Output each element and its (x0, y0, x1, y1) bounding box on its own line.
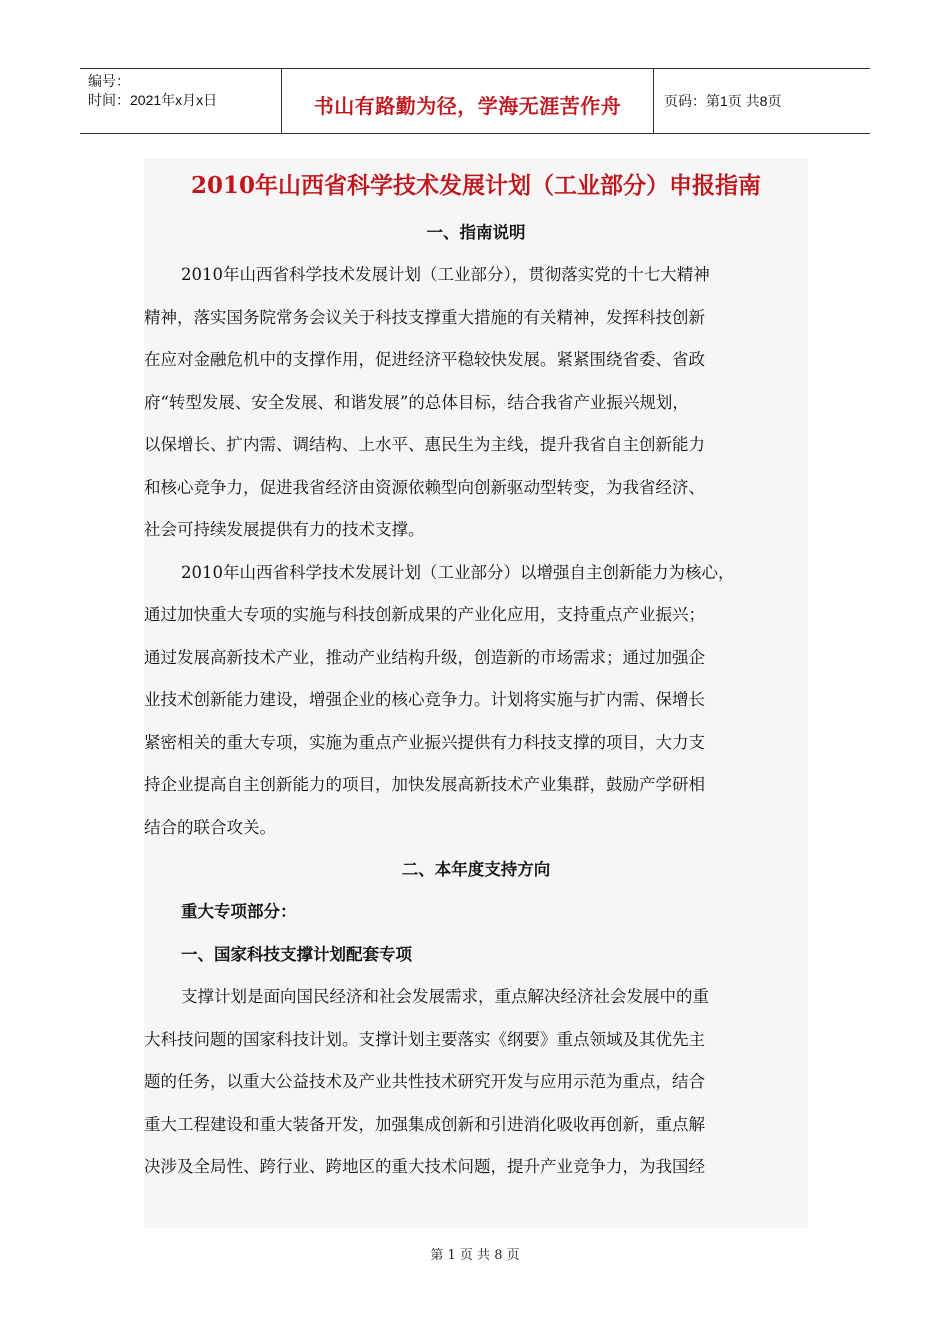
document-number-label: 编号： (88, 73, 130, 89)
paragraph-line: 决涉及全局性、跨行业、跨地区的重大技术问题，提升产业竞争力，为我国经 (144, 1157, 705, 1176)
paragraph-line: 重大工程建设和重大装备开发，加强集成创新和引进消化吸收再创新，重点解 (144, 1114, 705, 1134)
document-date-label: 时间：2021年x月x日 (88, 92, 218, 108)
section-heading-support: 二、本年度支持方向 (401, 860, 551, 879)
paragraph-line: 社会可持续发展提供有力的技术支撑。 (144, 520, 425, 539)
paragraph-line: 通过加快重大专项的实施与科技创新成果的产业化应用，支持重点产业振兴； (144, 605, 705, 624)
paragraph-core (144, 552, 808, 850)
paragraph-line: 精神，落实国务院常务会议关于科技支撑重大措施的有关精神，发挥科技创新 (144, 307, 705, 327)
paragraph-line: 和核心竞争力，促进我省经济由资源依赖型向创新驱动型转变，为我省经济、 (144, 477, 705, 497)
paragraph-line: 业技术创新能力建设，增强企业的核心竞争力。计划将实施与扩内需、保增长 (144, 690, 705, 709)
paragraph-line: 结合的联合攻关。 (144, 817, 276, 837)
document-body (144, 158, 808, 1228)
header-page-info: 页码：第1页 共8页 (664, 93, 782, 109)
paragraph-line: 持企业提高自主创新能力的项目，加快发展高新技术产业集群，鼓励产学研相 (144, 775, 705, 794)
paragraph-line: 大科技问题的国家科技计划。支撑计划主要落实《纲要》重点领域及其优先主 (144, 1029, 705, 1049)
section-heading-guide: 一、指南说明 (426, 223, 526, 242)
paragraph-intro (144, 254, 808, 552)
header-meta-cell (80, 69, 282, 133)
major-projects-label: 重大专项部分： (181, 902, 297, 921)
paragraph-line: 题的任务，以重大公益技术及产业共性技术研究开发与应用示范为重点，结合 (144, 1072, 705, 1091)
paragraph-line: 支撑计划是面向国民经济和社会发展需求，重点解决经济社会发展中的重 (181, 987, 709, 1006)
paragraph-line: 2010年山西省科学技术发展计划（工业部分）以增强自主创新能力为核心， (181, 562, 735, 582)
header-motto: 书山有路勤为径，学海无涯苦作舟 (282, 69, 654, 133)
paragraph-line: 2010年山西省科学技术发展计划（工业部分），贯彻落实党的十七大精神 (181, 265, 710, 284)
paragraph-line: 府“转型发展、安全发展、和谐发展”的总体目标，结合我省产业振兴规划， (144, 392, 689, 412)
subsection-heading-national: 一、国家科技支撑计划配套专项 (181, 944, 412, 964)
paragraph-line: 紧密相关的重大专项，实施为重点产业振兴提供有力科技支撑的项目，大力支 (144, 732, 705, 752)
paragraph-support-plan (144, 976, 808, 1189)
header-table (80, 68, 870, 134)
page-footer: 第 1 页 共 8 页 (430, 1248, 520, 1263)
document-title: 2010年山西省科学技术发展计划（工业部分）申报指南 (190, 172, 761, 199)
paragraph-line: 在应对金融危机中的支撑作用，促进经济平稳较快发展。紧紧围绕省委、省政 (144, 350, 705, 369)
paragraph-line: 通过发展高新技术产业，推动产业结构升级，创造新的市场需求；通过加强企 (144, 647, 705, 667)
paragraph-line: 以保增长、扩内需、调结构、上水平、惠民生为主线，提升我省自主创新能力 (144, 435, 705, 454)
